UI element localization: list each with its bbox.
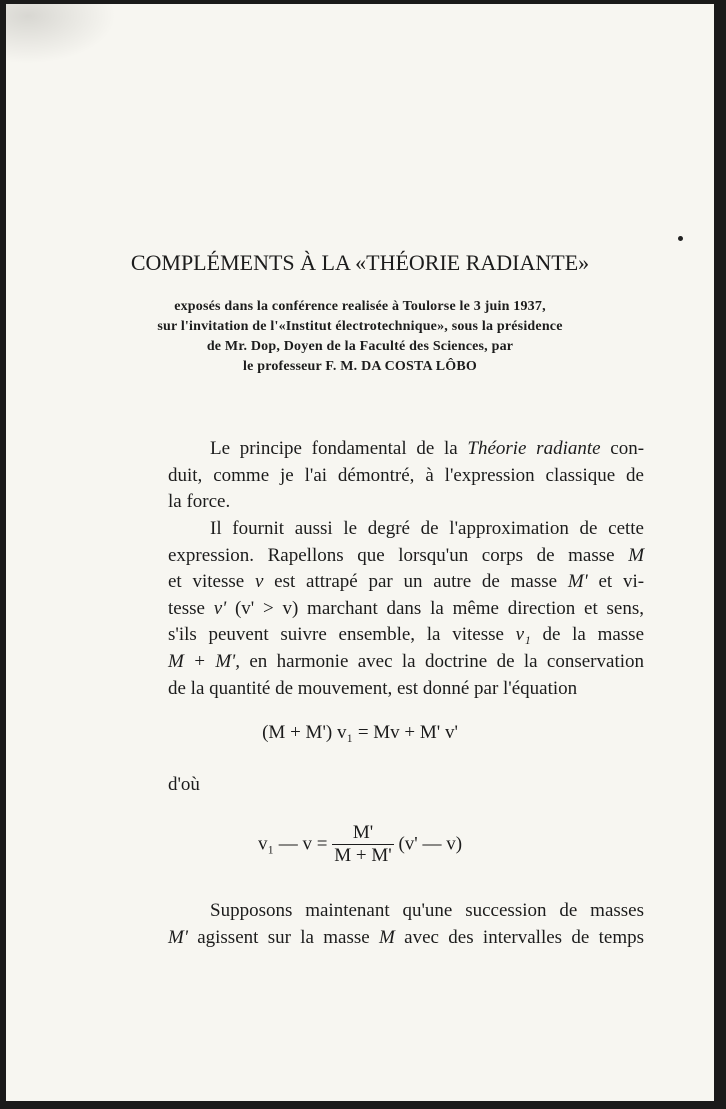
paragraph-1 xyxy=(168,436,644,516)
text-line: M' agissent sur la masse M avec des intervalles de temps xyxy=(168,926,644,948)
page-title: COMPLÉMENTS À LA «THÉORIE RADIANTE» xyxy=(130,250,590,275)
equation-1: (M + M') v₁ = Mv + M' v' xyxy=(262,722,458,743)
text-line: expression. Rapellons que lorsqu'un corps de masse M xyxy=(168,544,645,566)
subtitle xyxy=(6,297,714,377)
ink-dot xyxy=(678,236,683,241)
document-page xyxy=(6,4,714,1101)
equation-lhs: v₁ — v = xyxy=(257,833,328,855)
text-line: duit, comme je l'ai démontré, à l'expression classique de xyxy=(168,464,644,486)
text-line: Il fournit aussi le degré de l'approximation de cette xyxy=(210,518,644,539)
subtitle-line: le professeur F. M. DA COSTA LÔBO xyxy=(243,359,477,374)
paragraph-3 xyxy=(168,898,644,951)
text-line: s'ils peuvent suivre ensemble, la vitesse v₁ de la masse xyxy=(168,624,644,646)
fraction-numerator: M' xyxy=(332,822,393,845)
subtitle-line: sur l'invitation de l'«Institut électrotechnique», sous la présidence xyxy=(157,319,563,334)
subtitle-line: de Mr. Dop, Doyen de la Faculté des Sciences, par xyxy=(206,339,514,354)
subtitle-line: exposés dans la conférence realisée à Toulorse le 3 juin 1937, xyxy=(174,299,546,314)
text-line: Supposons maintenant qu'une succession de masses xyxy=(210,900,644,921)
text-line: de la quantité de mouvement, est donné par l'équation xyxy=(168,677,578,699)
text-line: Le principe fondamental de la Théorie radiante con- xyxy=(210,438,645,459)
text-dou: d'où xyxy=(168,774,200,795)
equation-rhs: (v' — v) xyxy=(398,833,463,855)
text-line: et vitesse v est attrapé par un autre de masse M' et vi- xyxy=(168,571,645,593)
fraction xyxy=(332,822,393,867)
text-line: la force. xyxy=(168,491,231,513)
page-smudge xyxy=(6,4,116,64)
fraction-denominator: M + M' xyxy=(334,845,392,866)
text-line: tesse v' (v' > v) marchant dans la même direction et sens, xyxy=(168,597,644,619)
text-line: M + M', en harmonie avec la doctrine de la conservation xyxy=(168,650,645,672)
paragraph-2 xyxy=(168,516,644,702)
equation-2 xyxy=(6,822,714,867)
